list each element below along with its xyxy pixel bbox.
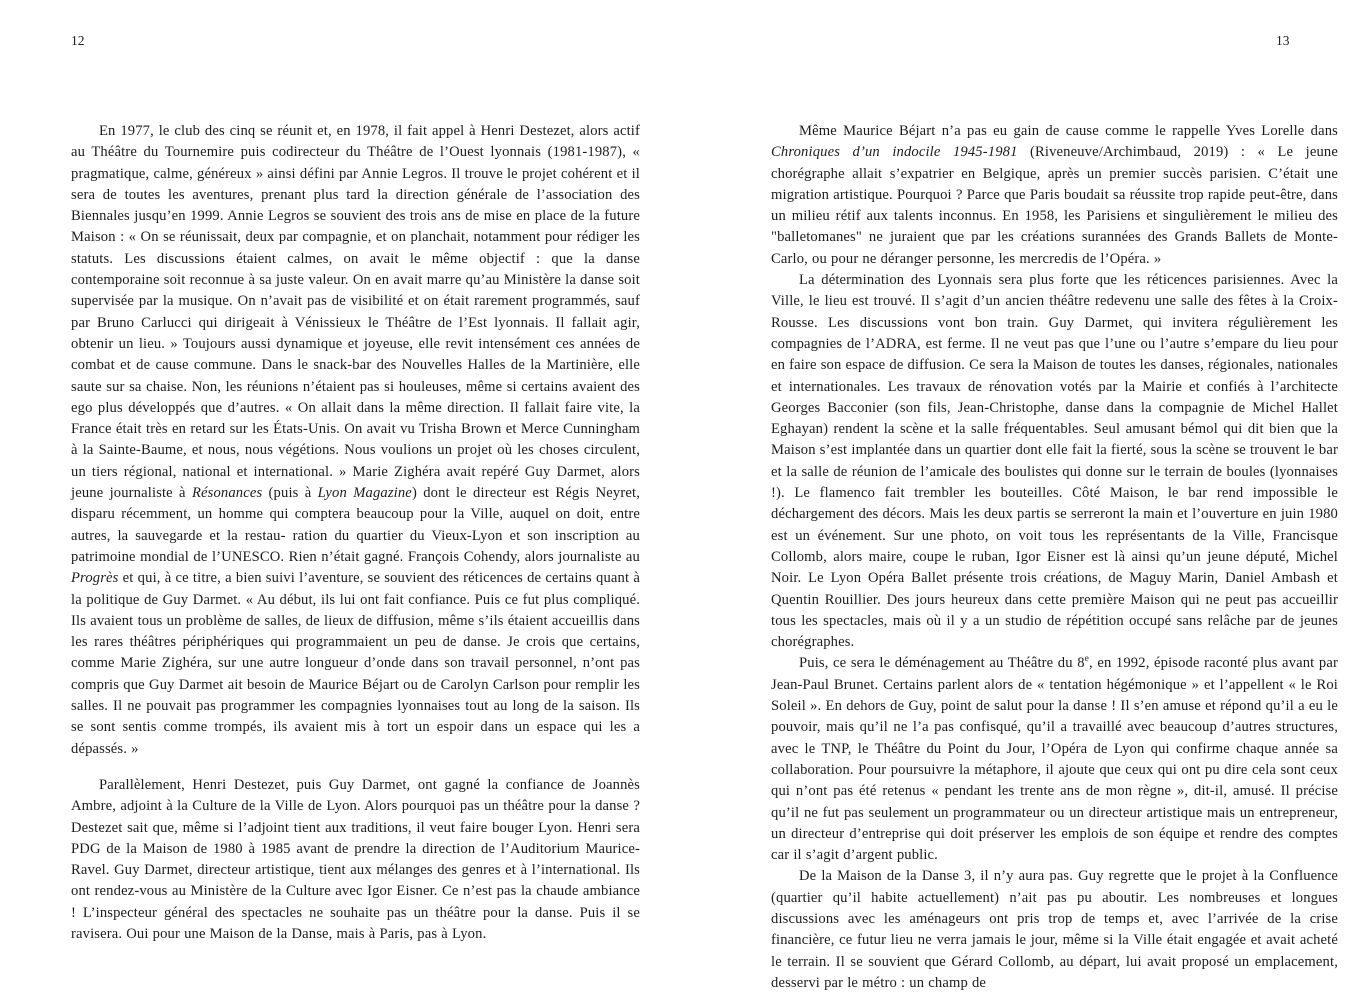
paragraph: Même Maurice Béjart n’a pas eu gain de cause comme le rappelle Yves Lorelle dans Chroniques d’un indocile 1945-1981 (Riveneuve/Archimbaud, 2019) : « Le jeune chorégraphe allait s’expatrier en Belgique, après un premier succès parisien. C’était une migration artistique. Pourquoi ? Parce que Paris boudait sa réussite trop rapide peut-être, dans un milieu rétif aux talents inconnus. En 1958, les Parisiens et singulièrement le milieu des "balletomanes" ne juraient que par les créations surannées des Grands Ballets de Monte-Carlo, ou pour ne déranger personne, les mercredis de l’Opéra. » <box>771 123 1338 267</box>
paragraph: Puis, ce sera le déménagement au Théâtre du 8e, en 1992, épisode raconté plus avant par Jean-Paul Brunet. Certains parlent alors de « tentation hégémonique » et l’appellent « le Roi Soleil ». En dehors de Guy, point de salut pour la danse ! Il s’en amuse et répond qu’il a eu le pouvoir, mais qu’il ne l’a pas confisqué, qu’il a travaillé avec beaucoup d’autres structures, avec le TNP, le Théâtre du Point du Jour, l’Opéra de Lyon qui confirme chaque année sa collaboration. Pour poursuivre la métaphore, il ajoute que ceux qui ont pu dire cela sont ceux qui n’ont pas été retenus « pendant les trente ans de mon règne », dit-il, amusé. Il précise qu’il ne fut pas seulement un programmateur ou un directeur artistique mais un entrepreneur, un directeur d’entreprise qui doit préserver les emplois de son équipe et rendre des comptes car il s’agit d’argent public. <box>771 654 1338 864</box>
page-number-left: 12 <box>71 33 85 48</box>
text-block-left <box>71 121 640 945</box>
paragraph: En 1977, le club des cinq se réunit et, en 1978, il fait appel à Henri Destezet, alors actif au Théâtre du Tournemire puis codirecteur du Théâtre de l’Ouest lyonnais (1981-1987), « pragmatique, calme, généreux » ainsi défini par Annie Legros. Il trouve le projet cohérent et il sera de toutes les aventures, prenant plus tard la direction générale de l’association des Biennales jusqu’en 1999. Annie Legros se souvient des trois ans de mise en place de la future Maison : « On se réunissait, deux par compagnie, et on planchait, notamment pour rédiger les statuts. Les discussions étaient calmes, on avait le même objectif : que la danse contemporaine soit reconnue à sa juste valeur. On en avait marre qu’au Ministère la danse soit supervisée par la musique. On n’avait pas de visibilité et on était rarement programmés, sauf par Bruno Carlucci qui dirigeait à Vénissieux le Théâtre de l’Est lyonnais. Il fallait agir, obtenir un lieu. » Toujours aussi dynamique et joyeuse, elle revit intensément ces années de combat et de cause commune. Dans le snack-bar des Nouvelles Halles de la Martinière, elle saute sur sa chaise. Non, les réunions n’étaient pas si houleuses, même si certains avaient des ego plus développés que d’autres. « On allait dans la même direction. Il fallait faire vite, la France était très en retard sur les États-Unis. On avait vu Trisha Brown et Merce Cunningham à la Sainte-Baume, et nous, nous végétions. Nous voulions un projet où les choses circulent, un tiers régional, national et international. » Marie Zighéra avait repéré Guy Darmet, alors jeune journaliste à Résonances (puis à Lyon Magazine) dont le directeur est Régis Neyret, disparu récemment, un homme qui comptera beaucoup pour la Ville, auquel on doit, entre autres, la sauvegarde et la restau- ration du quartier du Vieux-Lyon et son inscription au patrimoine mondial de l’UNESCO. Rien n’était gagné. François Cohendy, alors journaliste au Progrès et qui, à ce titre, a bien suivi l’aventure, se souvient des réticences de certains quant à la politique de Guy Darmet. « Au début, ils lui ont fait confiance. Puis ce fut plus compliqué. Ils avaient tous un problème de salles, de lieux de diffusion, même s’ils étaient accueillis dans les rares théâtres périphériques qui programmaient un peu de danse. Je crois que certains, comme Marie Zighéra, sur une autre longueur d’onde dans son travail personnel, n’ont pas compris que Guy Darmet ait besoin de Maurice Béjart ou de Carolyn Carlson pour remplir les salles. Il ne pouvait pas programmer les compagnies lyonnaises tout au long de la saison. Ils se sont sentis comme trompés, ils avaient mis à tort un espoir dans un espace qui les a dépassés. » <box>71 123 640 757</box>
page-right <box>680 0 1360 991</box>
paragraph: De la Maison de la Danse 3, il n’y aura pas. Guy regrette que le projet à la Confluence (quartier qu’il habite actuellement) n’ait pas pu aboutir. Les nombreuses et longues discussions avec les aménageurs ont pris trop de temps et, avec l’arrivée de la crise financière, ce futur lieu ne verra jamais le jour, même si la Ville était engagée et avait acheté le terrain. Il se souvient que Gérard Collomb, au départ, lui avait proposé un emplacement, desservi par le métro : un champ de <box>771 868 1338 991</box>
page-left <box>0 0 680 942</box>
paragraph: Parallèlement, Henri Destezet, puis Guy Darmet, ont gagné la confiance de Joannès Ambre, adjoint à la Culture de la Ville de Lyon. Alors pourquoi pas un théâtre pour la danse ? Destezet sait que, même si l’adjoint tient aux traditions, il veut faire bouger Lyon. Henri sera PDG de la Maison de 1980 à 1985 avant de prendre la direction de l’Auditorium Maurice-Ravel. Guy Darmet, directeur artistique, tient aux mélanges des genres et à l’international. Ils ont rendez-vous au Ministère de la Culture avec Igor Eisner. Ce n’est pas la chaude ambiance ! L’inspecteur général des spectacles ne souhaite pas un théâtre pour la danse. Puis il se ravisera. Oui pour une Maison de la Danse, mais à Paris, pas à Lyon. <box>71 776 640 942</box>
text-block-right <box>771 121 1338 994</box>
paragraph: La détermination des Lyonnais sera plus forte que les réticences parisiennes. Avec la Ville, le lieu est trouvé. Il s’agit d’un ancien théâtre redevenu une salle des fêtes à la Croix-Rousse. Les discussions vont bon train. Guy Darmet, qui invitera régulièrement les compagnies de l’ADRA, est ferme. Il ne veut pas que l’une ou l’autre s’empare du lieu pour en faire son espace de diffusion. Ce sera la Maison de toutes les danses, régionales, nationales et internationales. Les travaux de rénovation votés par la Mairie et confiés à l’architecte Georges Bacconier (son fils, Jean-Christophe, danse dans la compagnie de Michel Hallet Eghayan) rendent la scène et la salle fréquentables. Seul amusant bémol qui dit bien que la Maison s’est implantée dans un quartier dont elle fait la fierté, sous la scène se trouvent le bar et la salle de réunion de l’amicale des boulistes qui donne sur le terrain de boules (lyonnaises !). Le flamenco fait trembler les bouteilles. Côté Maison, le bar rend impossible le déchargement des décors. Mais les deux partis se serreront la main et l’ouverture en juin 1980 est un événement. Sur une photo, on voit tous les représentants de la Ville, Francisque Collomb, alors maire, coupe le ruban, Igor Eisner est là ainsi qu’un jeune député, Michel Noir. Le Lyon Opéra Ballet présente trois créations, de Maguy Marin, Daniel Ambash et Quentin Rouillier. Des jours heureux dans cette première Maison qui ne peut pas accueillir tous les spectacles, mais où il y a un studio de répétition occupé sans relâche par de jeunes chorégraphes. <box>771 272 1338 651</box>
page-number-right: 13 <box>1276 33 1290 48</box>
